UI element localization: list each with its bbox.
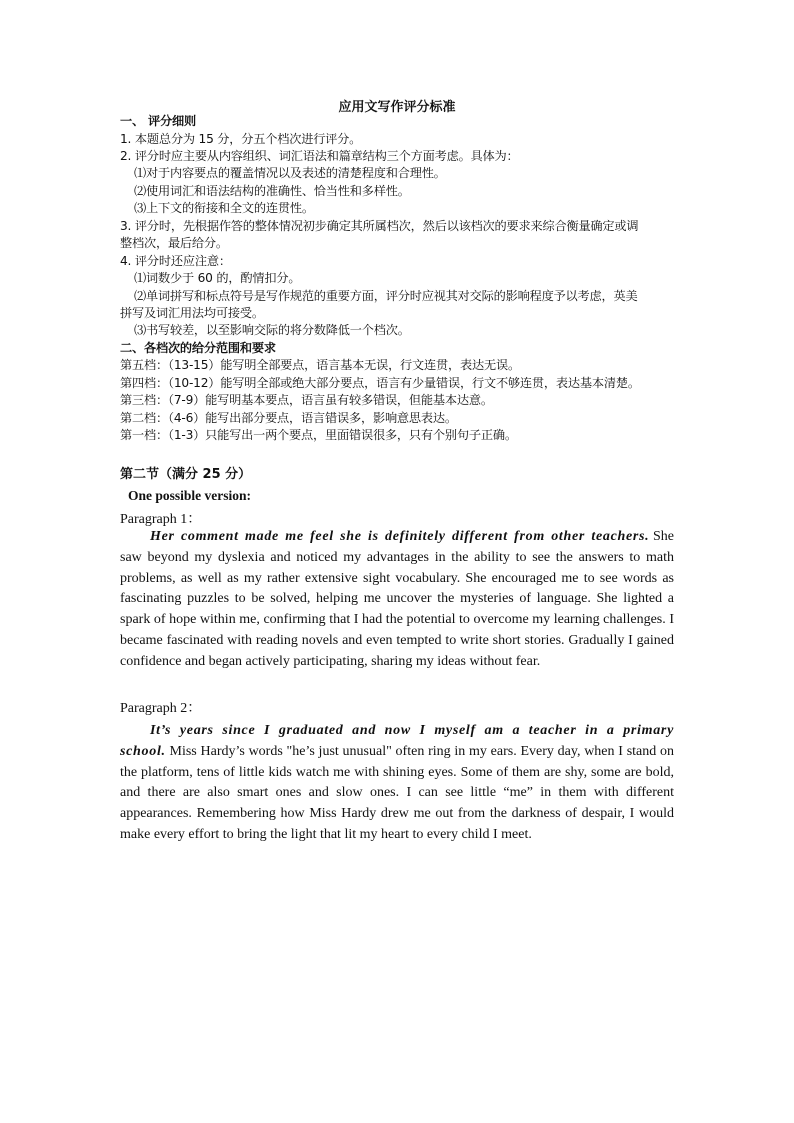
rule-item: 4. 评分时还应注意： (120, 254, 231, 268)
rule-subitem: ⑵使用词汇和语法结构的准确性、恰当性和多样性。 (134, 184, 410, 198)
rule-subitem: ⑴对于内容要点的覆盖情况以及表述的清楚程度和合理性。 (134, 166, 446, 180)
level-row: 第三档：（7-9）能写明基本要点，语言虽有较多错误，但能基本达意。 (120, 393, 493, 407)
level-row: 第一档：（1-3）只能写出一两个要点，里面错误很多，只有个别句子正确。 (120, 428, 517, 442)
paragraph1-text (120, 527, 674, 673)
paragraph2-text (120, 721, 674, 846)
page-title: 应用文写作评分标准 (338, 100, 456, 115)
paragraph1-body: She saw beyond my dyslexia and noticed my advantages in the ability to see the answers to math problems, as well as my rather extensive sight vocabulary. She encouraged me to see words as fascinating puzzles to be solved, helping me uncover the mysteries of language. She lighted a spark of hope within me, confirming that I had the potential to overcome my learning challenges. I became fascinated with reading novels and even tempted to write short stories. Gradually I gained confidence and began actively participating, sharing my ideas without fear. (120, 529, 674, 669)
rule-subitem: ⑴词数少于 60 的，酌情扣分。 (134, 271, 301, 285)
level-row: 第四档：（10-12）能写明全部或绝大部分要点，语言有少量错误，行文不够连贯，表达基本清楚。 (120, 376, 640, 390)
rule-item: 1. 本题总分为 15 分，分五个档次进行评分。 (120, 132, 362, 146)
level-row: 第二档：（4-6）能写出部分要点，语言错误多，影响意思表达。 (120, 411, 457, 425)
version-label: One possible version: (128, 488, 252, 503)
rule-item: 3. 评分时，先根据作答的整体情况初步确定其所属档次，然后以该档次的要求来综合衡量确定或调 (120, 219, 639, 233)
rule-subitem: ⑶上下文的衔接和全文的连贯性。 (134, 201, 314, 215)
rule-subitem: ⑶书写较差，以至影响交际的将分数降低一个档次。 (134, 323, 410, 337)
level-row: 第五档：（13-15）能写明全部要点，语言基本无误，行文连贯，表达无误。 (120, 358, 520, 372)
paragraph1-lead: Her comment made me feel she is definitely different from other teachers. (150, 529, 650, 544)
paragraph2-label: Paragraph 2： (120, 701, 202, 716)
section1-heading: 一、 评分细则 (120, 114, 196, 128)
paragraph1-label: Paragraph 1： (120, 512, 202, 527)
rule-subitem-continuation: 拼写及词汇用法均可接受。 (120, 306, 264, 320)
section2-heading: 二、各档次的给分范围和要求 (120, 341, 276, 355)
paragraph2-lead: It’s years since I graduated and now I myself am a teacher in a primary school. (120, 723, 674, 759)
rule-item-continuation: 整档次，最后给分。 (120, 236, 228, 250)
rule-subitem: ⑵单词拼写和标点符号是写作规范的重要方面，评分时应视其对交际的影响程度予以考虑，英美 (134, 289, 638, 303)
paragraph2-body: Miss Hardy’s words "he’s just unusual" often ring in my ears. Every day, when I stand on the platform, tens of little kids watch me with shining eyes. Some of them are shy, some are bold, and there are also smart ones and slow ones. I can see little “me” in them with different appearances. Remembering how Miss Hardy drew me out from the darkness of despair, I would make every effort to bring the light that lit my heart to every child I meet. (120, 743, 674, 842)
part2-heading: 第二节（满分 25 分） (120, 467, 252, 482)
rule-item: 2. 评分时应主要从内容组织、词汇语法和篇章结构三个方面考虑。具体为： (120, 149, 519, 163)
